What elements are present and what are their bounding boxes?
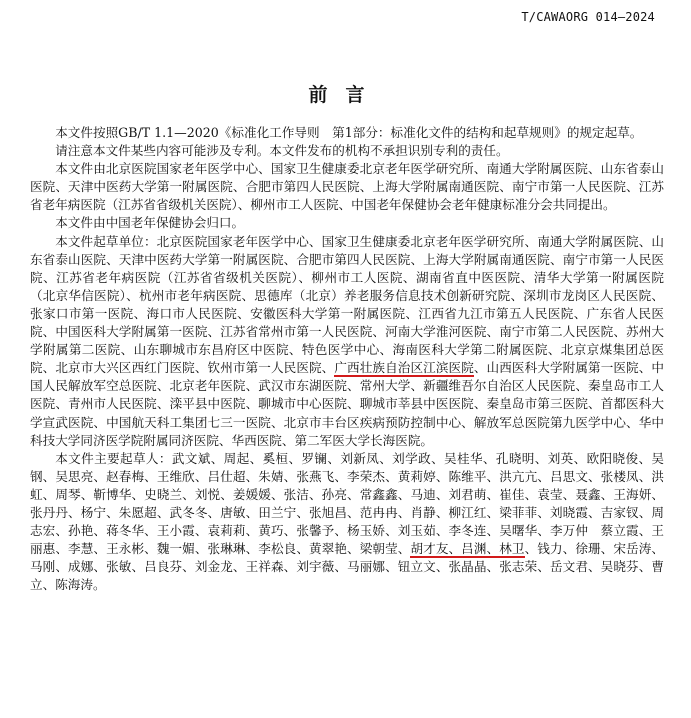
drafting-units-text-c: 、山西医科大学附属第一医院、中国人民解放军空总医院、北京老年医院、武汉市东湖医院、常州大学、新疆维吾尔自治区人民医院、秦皇岛市工人医院、青州市人民医院、滦平县中医院、聊城市中心医院、聊城市莘县中医医院、秦皇岛市第三医院、首都医科大学宣武医院、中国航天科工集团七三一医院、北京市丰台区疾病预防控制中心、解放军总医院第九医学中心、华中科技大学同济医学院附属同济医院、华西医院、第二军医大学长海医院。 <box>30 360 665 448</box>
drafters-text-c: 、钱力、徐珊、宋岳涛、马刚、成娜、张敏、吕良芬、刘金龙、王祥森、刘宇薇、马丽娜、钮立文、张晶晶、张志荣、岳文君、吴晓芬、曹立、陈海涛。 <box>30 541 665 593</box>
underlined-drafters: 胡才友、吕渊、林卫 <box>410 541 525 557</box>
underlined-unit: 广西壮族自治区江滨医院 <box>334 360 474 376</box>
drafters-text-a: 本文件主要起草人：武文斌、周起、奚桓、罗镧、刘新凤、刘学政、吴桂华、孔晓明、刘英、欧阳晓俊、吴钢、吴思亮、赵春梅、王维欣、吕仕超、朱婧、张燕飞、李荣杰、黄莉婷、陈维平、洪亢亢、吕思文、张楼凤、洪虹、周琴、靳博华、史晓兰、刘悦、姜媛媛、张洁、孙亮、常鑫鑫、马迪、刘君萌、崔佳、袁莹、聂鑫、王海妍、张丹丹、杨宁、朱愿超、武冬冬、唐敏、田兰宁、张旭昌、范冉冉、肖静、柳江红、梁菲菲、刘晓霞、吉家钗、周志宏、孙艳、蒋冬华、王小霞、袁莉莉、黄巧、张馨予、杨玉娇、刘玉茹、李冬连、吴曙华、李万仲 蔡立霞、王丽惠、李慧、王永彬、魏一媚、张琳琳、李松良、黄翠艳、梁朝莹、 <box>30 450 664 557</box>
paragraph-drafters <box>30 450 664 595</box>
document-body <box>30 124 664 594</box>
drafting-units-text-a: 本文件起草单位：北京医院国家老年医学中心、国家卫生健康委北京老年医学研究所、南通大学附属医院、山东省泰山医院、天津中医药大学第一附属医院、合肥市第四人民医院、上海大学附属南通医院、南宁市第一人民医院、江苏省老年病医院（江苏省省级机关医院）、柳州市工人医院、湖南省直中医医院、清华大学第一附属医院（北京华信医院）、杭州市老年病医院、思德库（北京）养老服务信息技术创新研究院、深圳市龙岗区人民医院、张家口市第一医院、海口市人民医院、安徽医科大学第一附属医院、江西省九江市第五人民医院、广东省人民医院、中国医科大学附属第一医院、江苏省常州市第一人民医院、河南大学淮河医院、南宁市第二人民医院、苏州大学附属第二医院、山东聊城市东昌府区中医院、特色医学中心、海南医科大学第二附属医院、北京京煤集团总医院、北京市大兴区西红门医院、钦州市第一人民医院、 <box>30 233 664 376</box>
paragraph-drafting-rules: 本文件按照GB/T 1.1—2020《标准化工作导则 第1部分：标准化文件的结构和起草规则》的规定起草。 <box>55 125 643 140</box>
paragraph-proposers: 本文件由北京医院国家老年医学中心、国家卫生健康委北京老年医学研究所、南通大学附属医院、山东省泰山医院、天津中医药大学第一附属医院、合肥市第四人民医院、上海大学附属南通医院、南宁市第一人民医院、江苏省老年病医院（江苏省省级机关医院）、柳州市工人医院、中国老年保健协会老年健康标准分会共同提出。 <box>30 161 664 213</box>
paragraph-administration: 本文件由中国老年保健协会归口。 <box>55 215 245 231</box>
paragraph-patent-notice: 请注意本文件某些内容可能涉及专利。本文件发布的机构不承担识别专利的责任。 <box>55 143 509 159</box>
paragraph-drafting-units <box>30 233 664 450</box>
standard-code: T/CAWAORG 014—2024 <box>521 10 655 24</box>
page-title: 前言 <box>308 84 383 106</box>
